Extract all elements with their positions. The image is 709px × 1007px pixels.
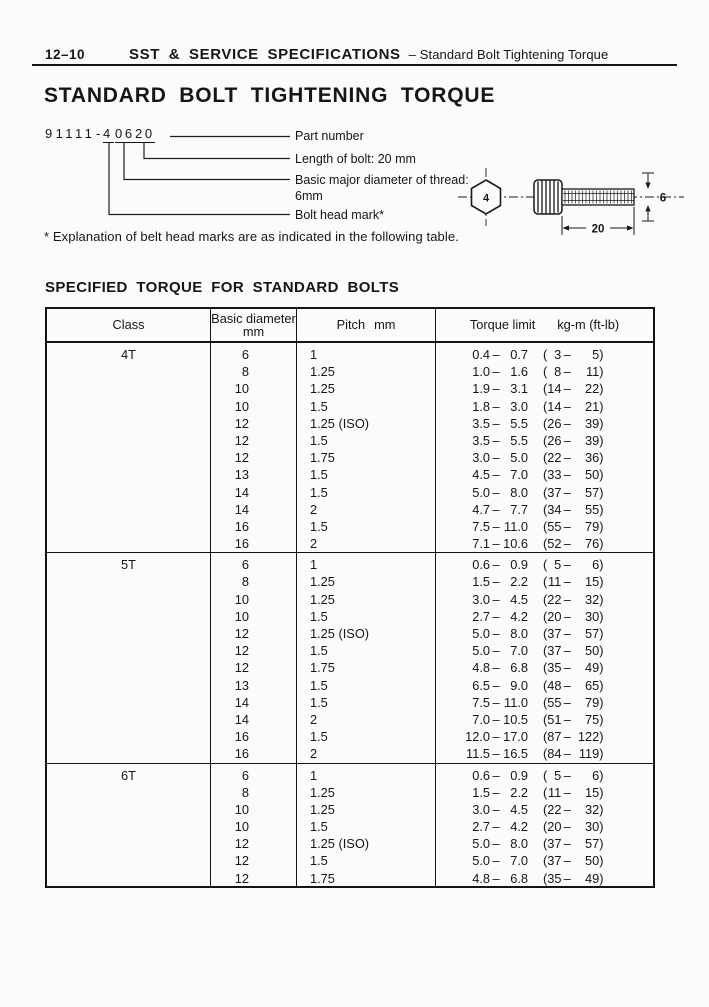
- torque-cell: 2.7 – 4.2 ( 20 – 30 ): [472, 608, 604, 624]
- torque-cell: 12.0 – 17.0 ( 87 – 122 ): [465, 729, 604, 745]
- torque-table: [45, 307, 655, 888]
- torque-cell: 6.5 – 9.0 ( 48 – 65 ): [472, 677, 604, 693]
- torque-cell: 5.0 – 7.0 ( 37 – 50 ): [472, 643, 604, 659]
- torque-cell: 4.8 – 6.8 ( 35 – 49 ): [472, 660, 604, 676]
- pitch-cell: 1.5: [310, 432, 328, 448]
- page-number: 12–10: [45, 47, 86, 62]
- length-dimension-label: 20: [591, 223, 605, 236]
- pitch-cell: 1.5: [310, 608, 328, 624]
- diameter-cell: 12: [234, 870, 249, 886]
- pitch-cell: 1.25 (ISO): [310, 626, 370, 641]
- torque-table-body: [47, 343, 653, 887]
- torque-cell: 3.5 – 5.5 ( 26 – 39 ): [472, 432, 604, 448]
- pitch-cell: 1.5: [310, 467, 328, 483]
- diameter-cell: 12: [234, 660, 249, 676]
- pitch-cell: 1: [310, 347, 318, 362]
- torque-cell: 1.0 – 1.6 ( 8 – 11 ): [472, 364, 604, 380]
- pitch-cell: 1.25: [310, 591, 335, 607]
- pitch-cell: 1.25: [310, 381, 335, 397]
- class-cell: 5T: [121, 557, 136, 573]
- pitch-cell: 1.5: [310, 853, 328, 869]
- label-basic-major-diameter: Basic major diameter of thread:: [295, 173, 469, 187]
- pitch-cell: 1.25 (ISO): [310, 415, 370, 431]
- diameter-cell: 12: [234, 836, 249, 852]
- table-group-6t: [47, 763, 653, 887]
- page-header: [45, 46, 676, 63]
- pitch-cell: 2: [310, 536, 318, 552]
- torque-cell: 4.8 – 6.8 ( 35 – 49 ): [472, 870, 604, 886]
- torque-cell: 1.9 – 3.1 ( 14 – 22 ): [472, 381, 604, 397]
- torque-column: [436, 343, 653, 552]
- diameter-cell: 13: [234, 677, 249, 693]
- bolt-head-mark-number: 4: [482, 192, 490, 205]
- torque-cell: 0.6 – 0.9 ( 5 – 6 ): [472, 767, 604, 783]
- section-title: SST & SERVICE SPECIFICATIONS: [129, 46, 401, 63]
- pitch-cell: 1.25: [310, 364, 335, 380]
- pitch-cell: 2: [310, 711, 318, 727]
- class-cell: 4T: [121, 347, 136, 362]
- torque-cell: 4.7 – 7.7 ( 34 – 55 ): [472, 501, 604, 517]
- torque-cell: 0.4 – 0.7 ( 3 – 5 ): [472, 347, 604, 362]
- table-heading: SPECIFIED TORQUE FOR STANDARD BOLTS: [45, 279, 400, 296]
- label-diameter-value: 6mm: [295, 189, 323, 203]
- torque-cell: 3.5 – 5.5 ( 26 – 39 ): [472, 415, 604, 431]
- torque-cell: 5.0 – 8.0 ( 37 – 57 ): [472, 484, 604, 500]
- diameter-cell: 12: [234, 432, 249, 448]
- section-subtitle: – Standard Bolt Tightening Torque: [408, 47, 609, 62]
- torque-cell: 1.5 – 2.2 ( 11 – 15 ): [472, 574, 604, 590]
- pitch-cell: 1.25 (ISO): [310, 836, 370, 852]
- pitch-cell: 1.5: [310, 398, 328, 414]
- label-bolt-head-mark: Bolt head mark*: [295, 208, 384, 222]
- diameter-cell: 16: [234, 518, 249, 534]
- page-title: STANDARD BOLT TIGHTENING TORQUE: [44, 84, 496, 107]
- diameter-cell: 16: [234, 729, 249, 745]
- pitch-cell: 1.5: [310, 518, 328, 534]
- diameter-cell: 10: [234, 801, 249, 817]
- diameter-dimension-label: 6: [659, 192, 667, 205]
- diameter-cell: 6: [241, 767, 249, 783]
- part-number-length-digits: 20: [135, 126, 155, 141]
- pitch-cell: 2: [310, 501, 318, 517]
- pitch-column: [297, 553, 436, 762]
- table-header-row: [47, 309, 653, 343]
- diameter-column: [211, 764, 297, 887]
- pitch-cell: 1.75: [310, 450, 335, 466]
- table-group-4t: [47, 343, 653, 552]
- diameter-cell: 10: [234, 608, 249, 624]
- pitch-cell: 1: [310, 767, 318, 783]
- torque-cell: 5.0 – 7.0 ( 37 – 50 ): [472, 853, 604, 869]
- diameter-cell: 10: [234, 591, 249, 607]
- column-header-class: Class: [47, 309, 211, 341]
- torque-cell: 7.0 – 10.5 ( 51 – 75 ): [472, 711, 604, 727]
- diameter-cell: 14: [234, 501, 249, 517]
- class-column: [47, 553, 211, 762]
- diameter-cell: 14: [234, 694, 249, 710]
- diameter-cell: 6: [241, 347, 249, 362]
- diameter-column: [211, 343, 297, 552]
- pitch-cell: 1.25: [310, 574, 335, 590]
- torque-cell: 1.5 – 2.2 ( 11 – 15 ): [472, 784, 604, 800]
- diameter-cell: 6: [241, 557, 249, 573]
- bolt-illustration-icon: [458, 160, 693, 252]
- diameter-cell: 12: [234, 853, 249, 869]
- diameter-cell: 8: [241, 784, 249, 800]
- diameter-cell: 12: [234, 415, 249, 431]
- part-number-prefix: 91111: [45, 126, 96, 141]
- diameter-cell: 16: [234, 536, 249, 552]
- torque-cell: 5.0 – 8.0 ( 37 – 57 ): [472, 626, 604, 641]
- torque-cell: 0.6 – 0.9 ( 5 – 6 ): [472, 557, 604, 573]
- pitch-column: [297, 343, 436, 552]
- pitch-cell: 1: [310, 557, 318, 573]
- pitch-cell: 1.5: [310, 677, 328, 693]
- class-cell: 6T: [121, 767, 136, 783]
- pitch-cell: 1.5: [310, 694, 328, 710]
- class-column: [47, 343, 211, 552]
- diameter-cell: 8: [241, 364, 249, 380]
- torque-cell: 7.5 – 11.0 ( 55 – 79 ): [472, 518, 604, 534]
- diameter-cell: 10: [234, 398, 249, 414]
- part-number-head-mark-digit: 4: [103, 126, 114, 141]
- torque-cell: 3.0 – 4.5 ( 22 – 32 ): [472, 801, 604, 817]
- torque-cell: 7.1 – 10.6 ( 52 – 76 ): [472, 536, 604, 552]
- torque-cell: 4.5 – 7.0 ( 33 – 50 ): [472, 467, 604, 483]
- pitch-cell: 2: [310, 746, 318, 762]
- part-number-diameter-digits: 06: [115, 126, 135, 141]
- class-column: [47, 764, 211, 887]
- label-part-number: Part number: [295, 129, 364, 143]
- torque-cell: 11.5 – 16.5 ( 84 – 119 ): [466, 746, 604, 762]
- torque-cell: 3.0 – 4.5 ( 22 – 32 ): [472, 591, 604, 607]
- column-header-pitch: Pitch mm: [297, 309, 436, 341]
- part-number-hyphen: -: [96, 126, 101, 141]
- pitch-column: [297, 764, 436, 887]
- pitch-cell: 1.5: [310, 729, 328, 745]
- table-group-5t: [47, 552, 653, 762]
- pitch-cell: 1.75: [310, 870, 335, 886]
- torque-column: [436, 553, 653, 762]
- diameter-cell: 8: [241, 574, 249, 590]
- torque-cell: 5.0 – 8.0 ( 37 – 57 ): [472, 836, 604, 852]
- diameter-cell: 16: [234, 746, 249, 762]
- diameter-cell: 12: [234, 626, 249, 641]
- diameter-cell: 13: [234, 467, 249, 483]
- header-rule: [32, 64, 677, 66]
- diameter-cell: 14: [234, 711, 249, 727]
- footnote: * Explanation of belt head marks are as indicated in the following table.: [44, 229, 459, 244]
- bolt-shank-icon: [562, 189, 634, 205]
- pitch-cell: 1.5: [310, 819, 328, 835]
- pitch-cell: 1.5: [310, 484, 328, 500]
- column-header-torque-limit: Torque limit kg-m (ft-lb): [469, 317, 620, 333]
- torque-column: [436, 764, 653, 887]
- diameter-cell: 10: [234, 381, 249, 397]
- pitch-cell: 1.75: [310, 660, 335, 676]
- column-header-basic-diameter: Basic diameter mm: [211, 310, 296, 339]
- pitch-cell: 1.25: [310, 784, 335, 800]
- diameter-column: [211, 553, 297, 762]
- diameter-cell: 10: [234, 819, 249, 835]
- torque-cell: 3.0 – 5.0 ( 22 – 36 ): [472, 450, 604, 466]
- pitch-cell: 1.25: [310, 801, 335, 817]
- diameter-cell: 14: [234, 484, 249, 500]
- label-length-of-bolt: Length of bolt: 20 mm: [295, 152, 416, 166]
- torque-cell: 1.8 – 3.0 ( 14 – 21 ): [472, 398, 604, 414]
- torque-cell: 2.7 – 4.2 ( 20 – 30 ): [472, 819, 604, 835]
- pitch-cell: 1.5: [310, 643, 328, 659]
- torque-cell: 7.5 – 11.0 ( 55 – 79 ): [472, 694, 604, 710]
- diameter-cell: 12: [234, 450, 249, 466]
- diameter-cell: 12: [234, 643, 249, 659]
